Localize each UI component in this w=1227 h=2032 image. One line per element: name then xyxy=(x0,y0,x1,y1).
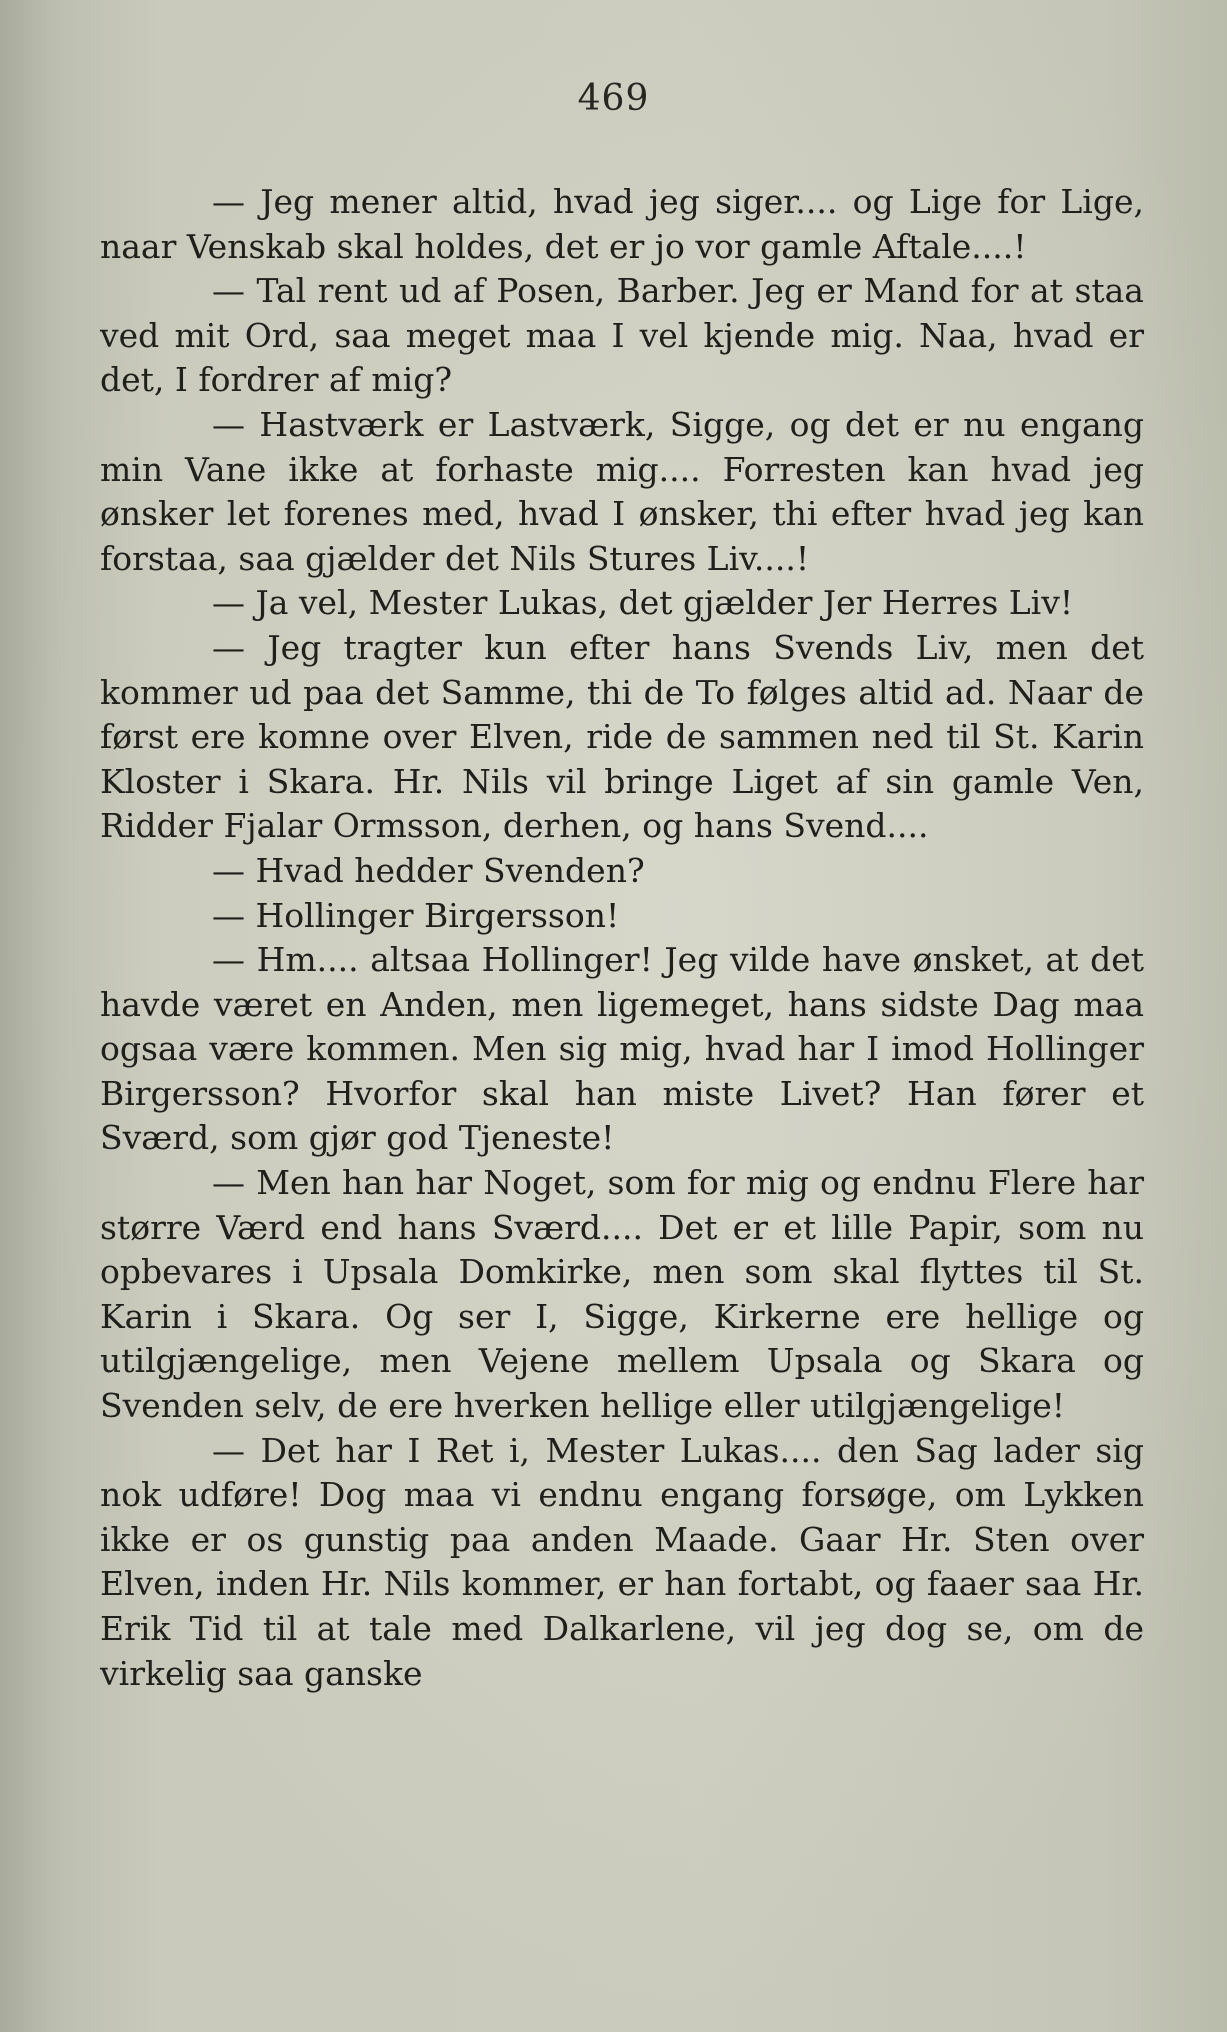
paragraph: — Jeg mener altid, hvad jeg siger.... og Lige for Lige, naar Venskab skal holdes, det er jo vor gamle Aftale....! xyxy=(100,182,1144,266)
paragraph: — Jeg tragter kun efter hans Svends Liv, men det kommer ud paa det Samme, thi de To følges altid ad. Naar de først ere komne over Elven, ride de sammen ned til St. Karin Kloster i Skara. Hr. Nils vil bringe Liget af sin gamle Ven, Ridder Fjalar Ormsson, derhen, og hans Svend.... xyxy=(100,627,1144,846)
paragraph: — Det har I Ret i, Mester Lukas.... den Sag lader sig nok udføre! Dog maa vi endnu engang forsøge, om Lykken ikke er os gunstig paa anden Maade. Gaar Hr. Sten over Elven, inden Hr. Nils kommer, er han fortabt, og faaer saa Hr. Erik Tid til at tale med Dalkarlene, vil jeg dog se, om de virkelig saa ganske xyxy=(100,1430,1144,1693)
paragraph: — Men han har Noget, som for mig og endnu Flere har større Værd end hans Sværd.... Det er et lille Papir, som nu opbevares i Upsala Domkirke, men som skal flyttes til St. Karin i Skara. Og ser I, Sigge, Kirkerne ere hellige og utilgjængelige, men Vejene mellem Upsala og Skara og Svenden selv, de ere hverken hellige eller utilgjængelige! xyxy=(100,1163,1144,1426)
paragraph: — Tal rent ud af Posen, Barber. Jeg er Mand for at staa ved mit Ord, saa meget maa I vel kjende mig. Naa, hvad er det, I fordrer af mig? xyxy=(100,271,1144,400)
paragraph: — Hollinger Birgersson! xyxy=(212,895,620,935)
page-number: 469 xyxy=(577,78,650,119)
paragraph: — Hastværk er Lastværk, Sigge, og det er nu engang min Vane ikke at forhaste mig.... Forresten kan hvad jeg ønsker let forenes med, hvad I ønsker, thi efter hvad jeg kan forstaa, saa gjælder det Nils Stures Liv....! xyxy=(100,404,1144,578)
paragraph: — Hm.... altsaa Hollinger! Jeg vilde have ønsket, at det havde været en Anden, men ligemeget, hans sidste Dag maa ogsaa være kommen. Men sig mig, hvad har I imod Hollinger Birgersson? Hvorfor skal han miste Livet? Han fører et Sværd, som gjør god Tjeneste! xyxy=(100,940,1144,1158)
body-text xyxy=(100,180,1144,1696)
paragraph: — Hvad hedder Svenden? xyxy=(212,850,645,890)
paragraph: — Ja vel, Mester Lukas, det gjælder Jer Herres Liv! xyxy=(212,583,1074,623)
